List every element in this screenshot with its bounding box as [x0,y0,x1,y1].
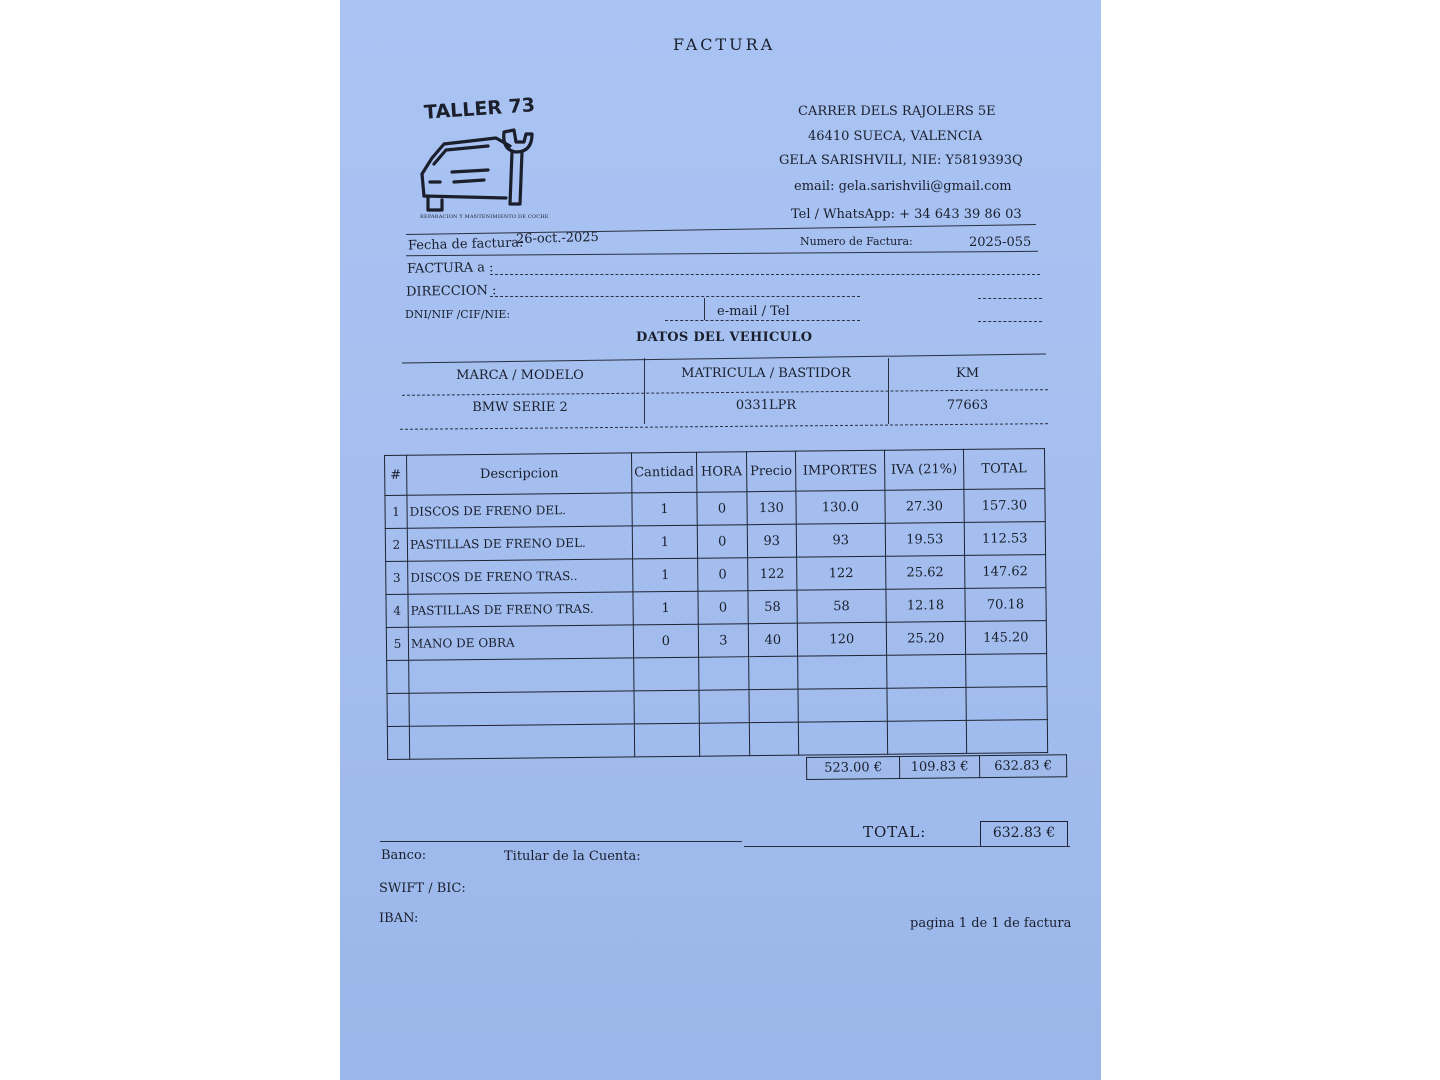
row-price: 122 [747,557,796,591]
empty-cell [634,690,699,724]
row-quantity: 1 [632,525,697,559]
vehicle-model: BMW SERIE 2 [472,400,568,415]
empty-cell [966,720,1047,754]
totals-row [807,755,1067,780]
empty-cell [748,656,797,690]
row-hours: 0 [697,492,747,526]
row-total: 145.20 [965,621,1046,655]
account-holder-label: Titular de la Cuenta: [504,849,641,864]
footer-rule-left [380,841,742,842]
row-index: 4 [386,594,408,627]
row-amount: 120 [797,622,886,656]
row-index: 2 [385,528,407,561]
row-hours: 0 [698,591,748,625]
swift-label: SWIFT / BIC: [379,881,466,896]
empty-cell [887,687,966,721]
row-price: 40 [748,623,797,657]
dni-label: DNI/NIF /CIF/NIE: [405,308,511,321]
items-table [384,448,1048,760]
col-quantity: Cantidad [631,452,696,493]
document-title: FACTURA [673,35,776,54]
logo-name: TALLER 73 [423,94,536,124]
vehicle-header-km: KM [955,366,980,381]
empty-cell [634,657,699,691]
contact-line [665,320,860,321]
car-wrench-icon [418,124,546,214]
row-index: 3 [386,561,408,594]
factura-a-line [490,274,1040,275]
footer-rule-right [744,846,1070,847]
grand-total-label: TOTAL: [863,823,927,841]
empty-cell [699,690,749,724]
col-hours: HORA [696,452,746,493]
empty-cell [387,726,409,759]
bank-label: Banco: [381,848,427,863]
empty-cell [749,722,798,756]
vehicle-heading: DATOS DEL VEHICULO [636,330,813,345]
date-rule [406,251,1038,257]
vehicle-mid-rule [402,389,1048,396]
page-info: pagina 1 de 1 de factura [910,916,1072,931]
col-price: Precio [746,451,795,492]
number-label: Numero de Factura: [800,235,913,248]
total-vat: 109.83 € [900,756,980,779]
client-divider [704,298,705,320]
col-amount: IMPORTES [795,450,884,491]
total-amount: 523.00 € [807,757,900,780]
empty-cell [965,654,1046,688]
date-label: Fecha de factura: [407,235,524,254]
empty-cell [966,687,1047,721]
issuer-city: 46410 SUECA, VALENCIA [808,129,983,144]
empty-cell [886,654,965,688]
row-price: 130 [747,491,796,525]
empty-cell [409,658,634,693]
empty-cell [634,723,699,757]
empty-cell [798,721,887,755]
row-description: MANO DE OBRA [408,625,633,660]
contact-line-end [978,321,1042,322]
col-description: Descripcion [407,453,632,495]
date-value: 26-oct.-2025 [515,229,600,248]
row-index: 1 [385,495,407,528]
row-description: PASTILLAS DE FRENO TRAS. [408,592,633,627]
row-description: PASTILLAS DE FRENO DEL. [407,526,632,561]
vehicle-km: 77663 [946,398,989,413]
total-sum: 632.83 € [979,755,1066,778]
empty-cell [797,655,886,689]
row-description: DISCOS DE FRENO DEL. [407,493,632,528]
direccion-label: DIRECCION : [405,283,497,300]
vehicle-bottom-rule [400,423,1048,430]
company-logo [418,94,549,228]
issuer-street: CARRER DELS RAJOLERS 5E [798,104,996,119]
row-vat: 25.20 [886,621,965,655]
row-total: 112.53 [964,522,1045,556]
invoice-page [340,0,1101,1080]
empty-cell [409,724,634,759]
row-hours: 3 [698,624,748,658]
factura-a-label: FACTURA a : [406,260,494,277]
empty-cell [409,691,634,726]
row-total: 70.18 [965,588,1046,622]
contact-label: e-mail / Tel [717,304,790,319]
empty-cell [387,693,409,726]
row-total: 147.62 [964,555,1045,589]
row-total: 157.30 [964,489,1045,523]
row-quantity: 1 [633,558,698,592]
vehicle-plate: 0331LPR [735,398,797,413]
row-amount: 130.0 [796,490,885,524]
row-vat: 19.53 [885,522,964,556]
table-row-empty [387,720,1047,760]
row-price: 93 [747,524,796,558]
col-total: TOTAL [963,449,1044,490]
empty-cell [699,723,749,757]
logo-tagline: REPARACION Y MANTENIMIENTO DE COCHE [420,214,549,220]
row-vat: 27.30 [885,489,964,523]
col-index: # [385,455,407,495]
issuer-email: email: gela.sarishvili@gmail.com [794,179,1012,194]
empty-cell [387,660,409,693]
row-price: 58 [748,590,797,624]
direccion-line [490,296,860,297]
row-quantity: 0 [633,624,698,658]
issuer-owner: GELA SARISHVILI, NIE: Y5819393Q [779,153,1023,168]
row-quantity: 1 [632,492,697,526]
vehicle-header-plate: MATRICULA / BASTIDOR [681,366,851,381]
vehicle-col-sep-2 [888,358,889,424]
row-hours: 0 [697,558,747,592]
empty-cell [887,720,966,754]
empty-cell [798,688,887,722]
issuer-phone: Tel / WhatsApp: + 34 643 39 86 03 [791,207,1022,222]
row-hours: 0 [697,525,747,559]
col-vat: IVA (21%) [884,449,963,490]
totals-table [806,754,1067,780]
row-description: DISCOS DE FRENO TRAS.. [408,559,633,594]
row-index: 5 [386,627,408,660]
row-amount: 58 [797,589,886,623]
number-value: 2025-055 [969,235,1032,250]
direccion-line-end [978,298,1042,299]
items-header-row [385,449,1045,496]
grand-total-value: 632.83 € [980,821,1068,847]
empty-cell [749,689,798,723]
vehicle-col-sep-1 [644,358,645,424]
row-amount: 122 [796,556,885,590]
vehicle-top-rule [402,354,1046,364]
row-vat: 25.62 [885,555,964,589]
vehicle-header-model: MARCA / MODELO [456,368,584,383]
row-vat: 12.18 [886,588,965,622]
iban-label: IBAN: [379,911,419,926]
empty-cell [698,657,748,691]
row-quantity: 1 [633,591,698,625]
row-amount: 93 [796,523,885,557]
